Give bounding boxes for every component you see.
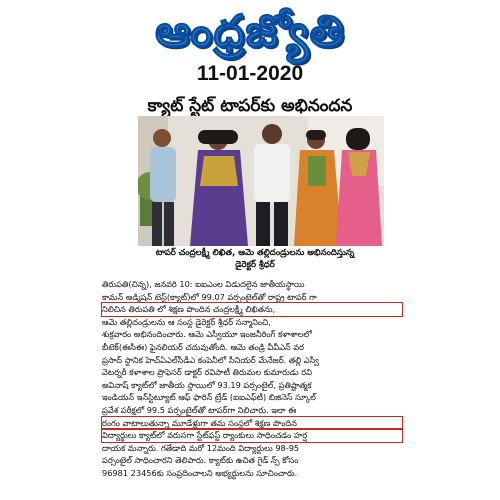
caption-line-1: టాపర్ చంద్రలక్ష్మీ లిఖిత, ఆమె తల్లిదండ్రులను అభినందిస్తున్న (155, 248, 355, 258)
article-line: ప్రవేశ పరీక్షలో 99.5 పర్సంటైల్‌తో టాపర్‌గా నిలిచారు. ఇలా ఈ (102, 404, 297, 415)
article-photo (138, 116, 384, 246)
publication-date: 11-01-2020 (196, 62, 304, 85)
photo-caption (100, 247, 410, 271)
article-line: వెటర్నరీ కళాశాల ప్రొఫెసర్ డాక్టర్ రవిపాటీ తిరుమల కుమారుడు రవి (102, 367, 312, 378)
article-line-highlighted: నిలిచిన తిరుపతి లో శిక్షణ పొందిన చంద్రలక్ష్మీ లిఖితను, (102, 303, 402, 316)
group-photo-illustration (138, 116, 384, 246)
article-line: ఆమె తల్లిదండ్రులను ఆ సంస్థ డైరెక్టర్ శ్రీధర్ సన్మానించి, (102, 316, 271, 327)
article-line: పర్సంటైల్ సాధించారని తెలిపారు. క్యాట్‌కు ఉచిత గైడ్ న్స్ కోసం (102, 455, 299, 466)
newspaper-masthead (0, 0, 500, 64)
article-line: ఇండియన్ ఇన్‌స్టిట్యూట్ ఆఫ్ ఫారిన్ ట్రేడ్ (ఐఐఎఫ్‌టీ) బిజినెస్ స్కూల్ (102, 392, 316, 403)
article-line: 96981 23456కు సంప్రదించాలని అభ్యర్థులను సూచించారు. (102, 467, 298, 478)
article-line: దాయక మన్నారు. గతేడాది మరో 12మంది విద్యార్థులు 98-95 (102, 442, 300, 453)
article-body (102, 278, 402, 480)
article-line: కామన్ అడ్మిషన్ టెస్ట్(క్యాట్)లో 99.07 పర్సంటైల్‌తో రాష్ట్ర టాపర్ గా (102, 291, 317, 302)
article-line: శుక్రవారం అభినందించారు. ఆమె ఎస్వీయూ ఇంజనీరింగ్ కళాశాలలో (102, 329, 312, 340)
article-line: బీటెక్(ఈసీఈ) ఫైనలియర్ చదువుతోంది. ఆమె తండ్రి వీవీఎన్ వర (102, 341, 304, 352)
article-line-highlighted: రంగం వాటాలుతున్నా మూడేళ్లుగా తమ సంస్థలో శిక్షణ పొందిన (102, 417, 402, 430)
masthead-logo: ఆంధ్రజ్యోతి (155, 6, 345, 57)
article-line: ప్రసాద్ స్థానిక హెచ్ఏఎల్‌సీడీఎ కంపెనీలో సీనియర్ మేనేజర్. తల్లి ఎస్వీ (102, 354, 319, 365)
caption-line-2: డైరెక్టర్ శ్రీధర్ (235, 260, 275, 270)
article-headline: క్యాట్ స్టేట్ టాపర్‌కు అభినందన (147, 96, 353, 116)
article-line: తిరుపతి(చిన్న), జనవరి 10: ఐఐఎంల విడుదలైన జాతీయస్థాయి (102, 279, 305, 289)
article-line-highlighted: విద్యార్థులు క్యాట్‌లో వరుసగా స్టేట్‌ఫస్ట్ ర్యాంకులు సాధించడం హర్ష (102, 429, 402, 442)
article-line: అవినాష్ క్యాట్‌లో జాతీయ స్థాయిలో 93.19 పర్సంటైల్, ప్రతిష్టాత్మక (102, 379, 312, 390)
